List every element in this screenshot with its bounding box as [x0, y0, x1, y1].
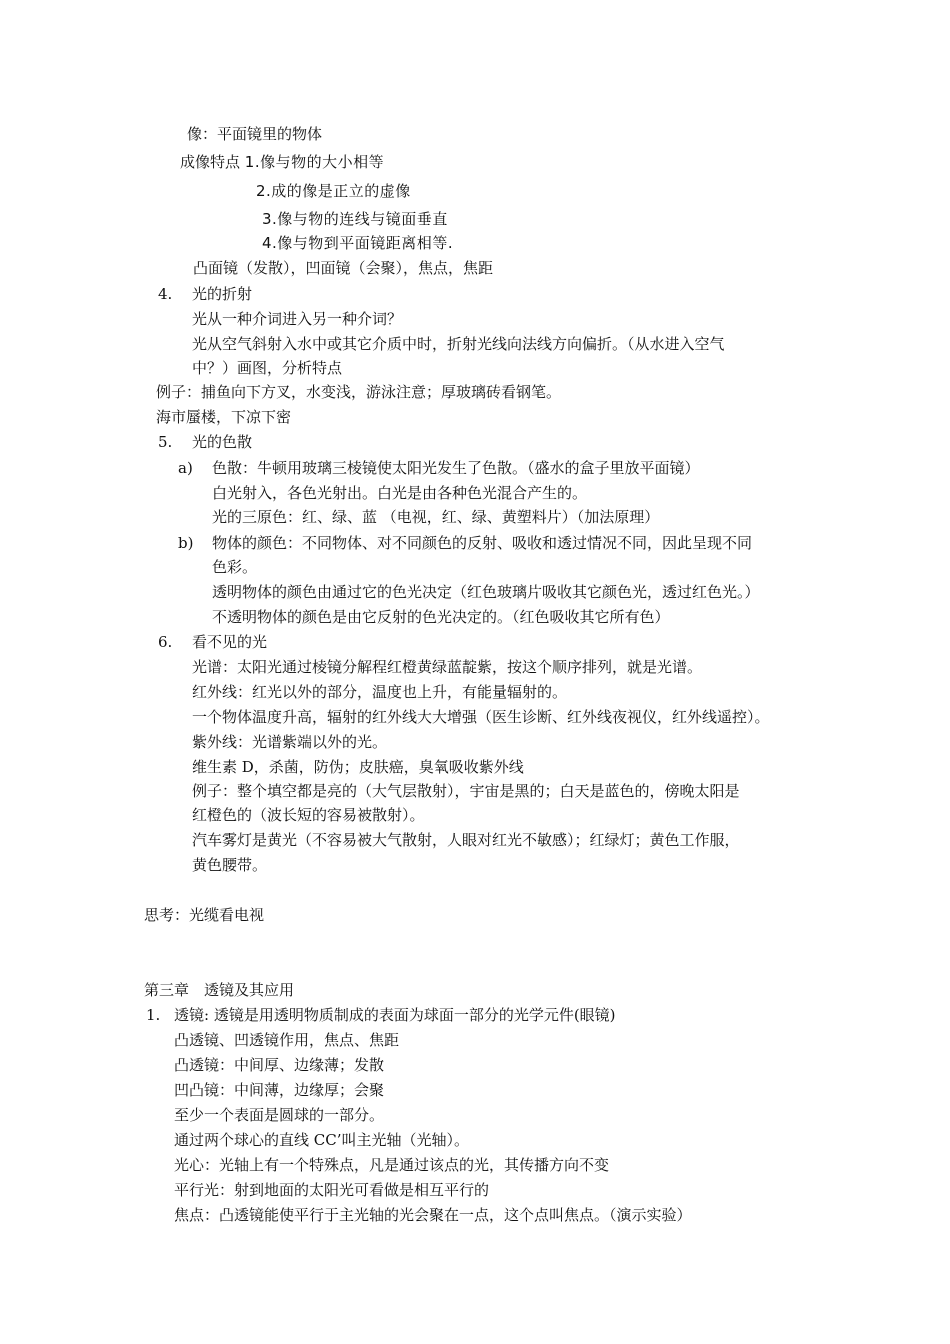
section-4-number: 4. — [158, 285, 173, 303]
chapter-3-item-number: 1. — [146, 1006, 161, 1024]
chapter-3-heading: 第三章 透镜及其应用 — [144, 981, 295, 999]
features-label: 成像特点 — [180, 153, 241, 171]
invisible-line-9: 黄色腰带。 — [192, 856, 268, 874]
invisible-line-8: 汽车雾灯是黄光（不容易被大气散射，人眼对红光不敏感）；红绿灯；黄色工作服， — [192, 831, 740, 849]
feature-3: 3.像与物的连线与镜面垂直 — [262, 210, 448, 228]
lens-line-5: 通过两个球心的直线 CC’叫主光轴（光轴）。 — [174, 1131, 469, 1149]
refraction-example: 例子：捕鱼向下方叉，水变浅，游泳注意；厚玻璃砖看钢笔。 — [156, 383, 562, 401]
dispersion-b-line-1: 物体的颜色：不同物体、对不同颜色的反射、吸收和透过情况不同，因此呈现不同 — [212, 534, 753, 552]
dispersion-b-line-4: 不透明物体的颜色是由它反射的色光决定的。（红色吸收其它所有色） — [212, 608, 670, 626]
dispersion-a-line-2: 白光射入，各色光射出。白光是由各种色光混合产生的。 — [212, 484, 588, 502]
section-6-title: 看不见的光 — [192, 633, 268, 651]
section-5-number: 5. — [158, 433, 173, 451]
dispersion-a-line-3: 光的三原色：红、绿、蓝 （电视，红、绿、黄塑料片）（加法原理） — [212, 508, 660, 526]
refraction-line-2: 光从空气斜射入水中或其它介质中时，折射光线向法线方向偏折。（从水进入空气 — [192, 335, 725, 353]
lens-line-3: 凹凸镜：中间薄，边缘厚；会聚 — [174, 1081, 385, 1099]
invisible-line-1: 光谱：太阳光通过棱镜分解程红橙黄绿蓝靛紫，按这个顺序排列，就是光谱。 — [192, 658, 703, 676]
invisible-line-3: 一个物体温度升高，辐射的红外线大大增强（医生诊断、红外线夜视仪，红外线遥控）。 — [192, 708, 770, 726]
dispersion-b-line-2: 色彩。 — [212, 558, 258, 576]
invisible-line-5: 维生素 D，杀菌，防伪；皮肤癌，臭氧吸收紫外线 — [192, 758, 524, 776]
lens-line-2: 凸透镜：中间厚、边缘薄；发散 — [174, 1056, 385, 1074]
section-6-number: 6. — [158, 633, 173, 651]
feature-1: 1.像与物的大小相等 — [244, 153, 385, 171]
invisible-line-2: 红外线：红光以外的部分，温度也上升，有能量辐射的。 — [192, 683, 568, 701]
lens-line-8: 焦点：凸透镜能使平行于主光轴的光会聚在一点，这个点叫焦点。（演示实验） — [174, 1206, 692, 1224]
lens-line-7: 平行光：射到地面的太阳光可看做是相互平行的 — [174, 1181, 490, 1199]
convex-concave-line: 凸面镜（发散），凹面镜（会聚），焦点，焦距 — [193, 259, 494, 277]
invisible-line-4: 紫外线：光谱紫端以外的光。 — [192, 733, 388, 751]
lens-line-1: 凸透镜、凹透镜作用，焦点、焦距 — [174, 1031, 400, 1049]
dispersion-a-line-1: 色散：牛顿用玻璃三棱镜使太阳光发生了色散。（盛水的盒子里放平面镜） — [212, 459, 700, 477]
item-a-marker: a) — [178, 459, 193, 477]
dispersion-b-line-3: 透明物体的颜色由通过它的色光决定（红色玻璃片吸收其它颜色光，透过红色光。） — [212, 583, 760, 601]
item-b-marker: b) — [178, 534, 194, 552]
refraction-line-3: 中？）画图，分析特点 — [192, 359, 343, 377]
invisible-line-7: 红橙色的（波长短的容易被散射）。 — [192, 806, 425, 824]
think-line: 思考：光缆看电视 — [144, 906, 265, 924]
refraction-mirage: 海市蜃楼，下凉下密 — [156, 408, 292, 426]
mirror-image-line: 像：平面镜里的物体 — [187, 125, 323, 143]
refraction-line-1: 光从一种介词进入另一种介词？ — [192, 310, 403, 328]
lens-line-4: 至少一个表面是圆球的一部分。 — [174, 1106, 385, 1124]
section-4-title: 光的折射 — [192, 285, 253, 303]
lens-line-6: 光心：光轴上有一个特殊点，凡是通过该点的光，其传播方向不变 — [174, 1156, 610, 1174]
feature-4: 4.像与物到平面镜距离相等. — [262, 234, 454, 252]
invisible-line-6: 例子：整个填空都是亮的（大气层散射），宇宙是黑的；白天是蓝色的，傍晚太阳是 — [192, 782, 740, 800]
mirror-features-label — [180, 152, 384, 172]
lens-definition: 透镜: 透镜是用透明物质制成的表面为球面一部分的光学元件(眼镜) — [174, 1006, 616, 1024]
section-5-title: 光的色散 — [192, 433, 253, 451]
feature-2: 2.成的像是正立的虚像 — [256, 182, 411, 200]
